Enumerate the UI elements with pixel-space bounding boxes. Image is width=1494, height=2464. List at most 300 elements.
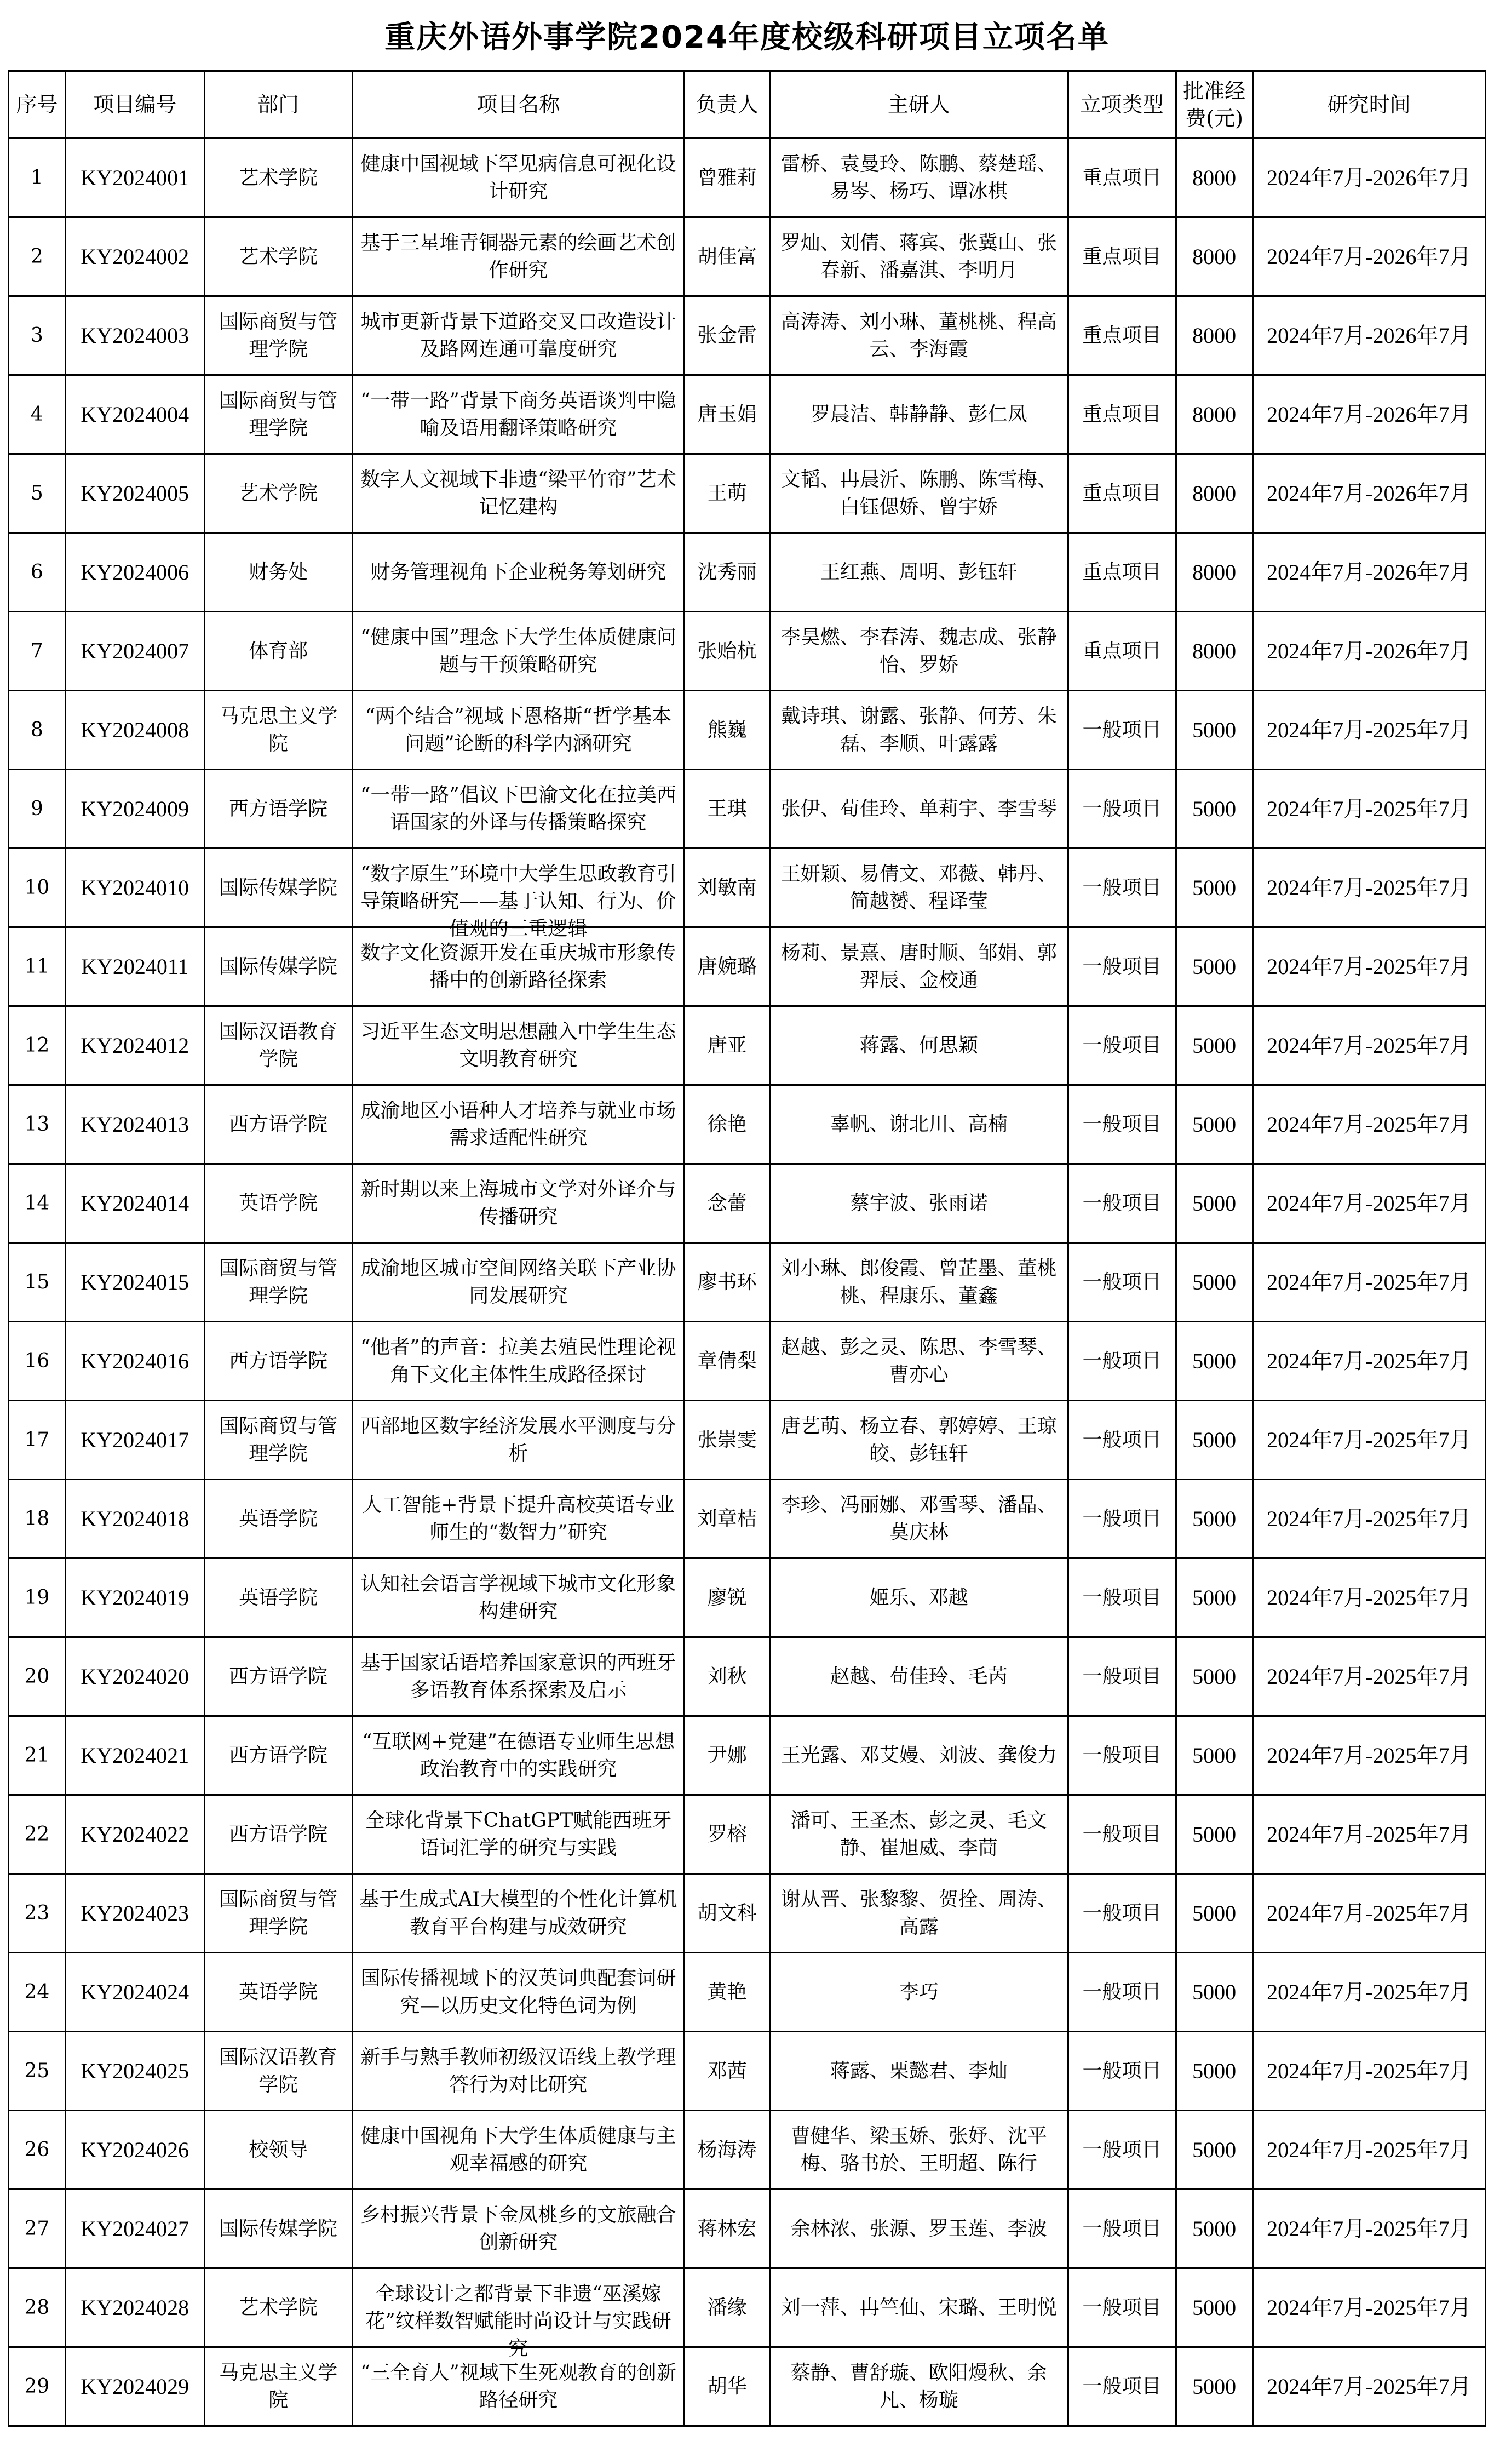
cell-name <box>352 375 685 454</box>
cell-code <box>65 1874 204 1953</box>
seq-text: 8 <box>30 718 43 741</box>
cell-seq <box>9 1164 66 1243</box>
cell-members <box>769 1480 1068 1558</box>
table-row <box>9 2190 1486 2268</box>
cell-name <box>352 139 685 217</box>
dept-text: 校领导 <box>249 2138 308 2161</box>
cell-budget <box>1176 533 1252 612</box>
header-members: 主研人 <box>769 71 1068 139</box>
members-text: 戴诗琪、谢露、张静、何芳、朱磊、李顺、叶露露 <box>780 704 1057 755</box>
cell-code <box>65 2347 204 2426</box>
cell-time <box>1252 849 1485 927</box>
dept-text: 马克思主义学院 <box>219 2361 338 2411</box>
cell-time <box>1252 927 1485 1006</box>
cell-budget <box>1176 770 1252 849</box>
cell-leader <box>685 296 770 375</box>
table-row <box>9 139 1486 217</box>
members-text: 王红燕、周明、彭钰轩 <box>820 560 1018 583</box>
name-text: “他者”的声音：拉美去殖民性理论视角下文化主体性生成路径探讨 <box>360 1336 676 1386</box>
name-text: 财务管理视角下企业税务筹划研究 <box>370 560 666 583</box>
members-text: 蒋露、何思颖 <box>859 1034 978 1057</box>
name-text: “健康中国”理念下大学生体质健康问题与干预策略研究 <box>360 626 676 676</box>
name-text: 全球化背景下ChatGPT赋能西班牙语词汇学的研究与实践 <box>365 1809 672 1859</box>
cell-dept <box>204 691 352 770</box>
members-text: 罗晨洁、韩静静、彭仁凤 <box>810 403 1027 426</box>
cell-time <box>1252 1637 1485 1716</box>
members-text: 蔡宇波、张雨诺 <box>849 1191 988 1214</box>
cell-seq <box>9 375 66 454</box>
budget-text: 8000 <box>1192 244 1237 269</box>
code-text: KY2024011 <box>81 954 189 979</box>
cell-seq <box>9 2190 66 2268</box>
dept-text: 西方语学院 <box>229 1665 328 1688</box>
cell-leader <box>685 2190 770 2268</box>
time-text: 2024年7月-2025年7月 <box>1267 1033 1472 1058</box>
members-text: 王光露、邓艾嫚、刘波、龚俊力 <box>780 1744 1057 1767</box>
cell-dept <box>204 770 352 849</box>
cell-budget <box>1176 1085 1252 1164</box>
cell-seq <box>9 770 66 849</box>
code-text: KY2024009 <box>81 796 189 821</box>
cell-seq <box>9 2111 66 2190</box>
budget-text: 5000 <box>1192 1821 1237 1847</box>
cell-name <box>352 1006 685 1085</box>
cell-type <box>1068 1401 1176 1480</box>
cell-code <box>65 1795 204 1874</box>
seq-text: 11 <box>24 955 50 978</box>
cell-time <box>1252 2111 1485 2190</box>
dept-text: 艺术学院 <box>239 2296 318 2319</box>
cell-type <box>1068 454 1176 533</box>
cell-dept <box>204 2111 352 2190</box>
seq-text: 14 <box>24 1191 50 1214</box>
cell-type <box>1068 2347 1176 2426</box>
cell-dept <box>204 533 352 612</box>
cell-dept <box>204 1401 352 1480</box>
time-text: 2024年7月-2025年7月 <box>1267 1506 1472 1531</box>
cell-code <box>65 1480 204 1558</box>
type-text: 一般项目 <box>1082 955 1162 978</box>
cell-seq <box>9 1558 66 1637</box>
cell-members <box>769 1637 1068 1716</box>
table-row <box>9 1716 1486 1795</box>
cell-time <box>1252 139 1485 217</box>
cell-dept <box>204 1322 352 1401</box>
type-text: 重点项目 <box>1082 482 1162 505</box>
cell-type <box>1068 217 1176 296</box>
name-text: 新时期以来上海城市文学对外译介与传播研究 <box>360 1178 676 1228</box>
type-text: 一般项目 <box>1082 1034 1162 1057</box>
code-text: KY2024006 <box>81 559 189 585</box>
leader-text: 潘缘 <box>707 2296 747 2319</box>
cell-leader <box>685 1006 770 1085</box>
seq-text: 10 <box>24 876 50 899</box>
time-text: 2024年7月-2025年7月 <box>1267 1427 1472 1452</box>
cell-type <box>1068 1716 1176 1795</box>
dept-text: 艺术学院 <box>239 245 318 268</box>
cell-members <box>769 849 1068 927</box>
cell-members <box>769 1716 1068 1795</box>
members-text: 李珍、冯丽娜、邓雪琴、潘晶、莫庆林 <box>780 1493 1057 1544</box>
time-text: 2024年7月-2025年7月 <box>1267 1269 1472 1294</box>
code-text: KY2024013 <box>81 1111 189 1137</box>
table-row <box>9 1953 1486 2032</box>
cell-code <box>65 296 204 375</box>
cell-seq <box>9 1716 66 1795</box>
budget-text: 5000 <box>1192 1506 1237 1531</box>
cell-type <box>1068 1637 1176 1716</box>
cell-leader <box>685 849 770 927</box>
cell-leader <box>685 1480 770 1558</box>
cell-time <box>1252 217 1485 296</box>
cell-code <box>65 1006 204 1085</box>
leader-text: 邓茜 <box>707 2059 747 2082</box>
name-text: 习近平生态文明思想融入中学生生态文明教育研究 <box>360 1020 676 1070</box>
code-text: KY2024008 <box>81 717 189 742</box>
cell-leader <box>685 2268 770 2347</box>
cell-budget <box>1176 296 1252 375</box>
table-row <box>9 454 1486 533</box>
cell-seq <box>9 1874 66 1953</box>
cell-name <box>352 612 685 691</box>
cell-seq <box>9 1795 66 1874</box>
cell-members <box>769 1322 1068 1401</box>
cell-dept <box>204 454 352 533</box>
budget-text: 5000 <box>1192 717 1237 742</box>
leader-text: 廖书环 <box>697 1270 757 1293</box>
seq-text: 17 <box>24 1428 50 1451</box>
members-text: 杨莉、景熹、唐时顺、邹娟、郭羿辰、金校通 <box>780 941 1057 992</box>
name-text: 基于国家话语培养国家意识的西班牙多语教育体系探索及启示 <box>360 1651 676 1701</box>
table-row <box>9 2032 1486 2111</box>
code-text: KY2024019 <box>81 1585 189 1610</box>
name-text: “两个结合”视域下恩格斯“哲学基本问题”论断的科学内涵研究 <box>365 704 672 755</box>
budget-text: 5000 <box>1192 1900 1237 1926</box>
name-text: “一带一路”倡议下巴渝文化在拉美西语国家的外译与传播策略探究 <box>360 783 676 834</box>
leader-text: 杨海涛 <box>697 2138 757 2161</box>
cell-code <box>65 1322 204 1401</box>
table-header-row <box>9 71 1486 139</box>
leader-text: 曾雅莉 <box>697 166 757 189</box>
dept-text: 英语学院 <box>239 1507 318 1530</box>
cell-members <box>769 296 1068 375</box>
dept-text: 西方语学院 <box>229 797 328 820</box>
cell-seq <box>9 927 66 1006</box>
code-text: KY2024028 <box>81 2295 189 2320</box>
cell-type <box>1068 1874 1176 1953</box>
cell-members <box>769 1953 1068 2032</box>
leader-text: 廖锐 <box>707 1586 747 1609</box>
cell-time <box>1252 454 1485 533</box>
cell-dept <box>204 217 352 296</box>
cell-code <box>65 2190 204 2268</box>
cell-members <box>769 2032 1068 2111</box>
code-text: KY2024017 <box>81 1427 189 1452</box>
cell-name <box>352 1085 685 1164</box>
time-text: 2024年7月-2025年7月 <box>1267 2058 1472 2083</box>
time-text: 2024年7月-2025年7月 <box>1267 2137 1472 2162</box>
cell-code <box>65 1637 204 1716</box>
header-leader: 负责人 <box>685 71 770 139</box>
cell-time <box>1252 375 1485 454</box>
cell-time <box>1252 1795 1485 1874</box>
leader-text: 尹娜 <box>707 1744 747 1767</box>
cell-code <box>65 139 204 217</box>
name-text: 成渝地区小语种人才培养与就业市场需求适配性研究 <box>360 1099 676 1149</box>
budget-text: 5000 <box>1192 1348 1237 1373</box>
cell-name <box>352 849 685 940</box>
cell-dept <box>204 2190 352 2268</box>
name-text: “互联网+党建”在德语专业师生思想政治教育中的实践研究 <box>361 1730 675 1780</box>
type-text: 一般项目 <box>1082 1980 1162 2003</box>
cell-budget <box>1176 1322 1252 1401</box>
cell-leader <box>685 2032 770 2111</box>
members-text: 王妍颖、易倩文、邓薇、韩丹、简越赟、程译莹 <box>780 862 1057 913</box>
members-text: 李巧 <box>899 1980 939 2003</box>
table-row <box>9 533 1486 612</box>
cell-time <box>1252 1164 1485 1243</box>
cell-budget <box>1176 1795 1252 1874</box>
cell-members <box>769 691 1068 770</box>
dept-text: 英语学院 <box>239 1980 318 2003</box>
cell-type <box>1068 1795 1176 1874</box>
cell-time <box>1252 2268 1485 2347</box>
name-text: “一带一路”背景下商务英语谈判中隐喻及语用翻译策略研究 <box>360 389 676 439</box>
seq-text: 22 <box>24 1823 50 1846</box>
cell-name <box>352 1874 685 1953</box>
members-text: 唐艺萌、杨立春、郭婷婷、王琼皎、彭钰轩 <box>780 1414 1057 1465</box>
cell-members <box>769 1874 1068 1953</box>
seq-text: 13 <box>24 1113 50 1136</box>
leader-text: 张崇雯 <box>697 1428 757 1451</box>
cell-type <box>1068 1558 1176 1637</box>
cell-leader <box>685 1085 770 1164</box>
cell-name <box>352 1480 685 1558</box>
leader-text: 张贻杭 <box>697 639 757 662</box>
members-text: 谢从晋、张黎黎、贺拴、周涛、高露 <box>780 1888 1057 1938</box>
cell-leader <box>685 691 770 770</box>
cell-seq <box>9 533 66 612</box>
type-text: 一般项目 <box>1082 2296 1162 2319</box>
type-text: 一般项目 <box>1082 1113 1162 1136</box>
cell-time <box>1252 1558 1485 1637</box>
cell-leader <box>685 1558 770 1637</box>
type-text: 一般项目 <box>1082 876 1162 899</box>
table-row <box>9 2347 1486 2426</box>
cell-time <box>1252 691 1485 770</box>
name-text: 数字人文视域下非遗“梁平竹帘”艺术记忆建构 <box>360 468 676 518</box>
table-row <box>9 1401 1486 1480</box>
cell-members <box>769 1085 1068 1164</box>
cell-code <box>65 1243 204 1322</box>
cell-budget <box>1176 927 1252 1006</box>
code-text: KY2024003 <box>81 323 189 348</box>
budget-text: 8000 <box>1192 638 1237 663</box>
name-text: “数字原生”环境中大学生思政教育引导策略研究——基于认知、行为、价值观的三重逻辑 <box>360 862 676 940</box>
cell-time <box>1252 1401 1485 1480</box>
cell-type <box>1068 612 1176 691</box>
leader-text: 念蕾 <box>707 1191 747 1214</box>
cell-dept <box>204 1953 352 2032</box>
cell-dept <box>204 2032 352 2111</box>
cell-time <box>1252 1716 1485 1795</box>
name-text: “三全育人”视域下生死观教育的创新路径研究 <box>360 2361 676 2411</box>
cell-members <box>769 1401 1068 1480</box>
cell-budget <box>1176 1480 1252 1558</box>
dept-text: 英语学院 <box>239 1586 318 1609</box>
header-dept: 部门 <box>204 71 352 139</box>
code-text: KY2024022 <box>81 1821 189 1847</box>
cell-leader <box>685 2111 770 2190</box>
cell-time <box>1252 2032 1485 2111</box>
members-text: 赵越、彭之灵、陈思、李雪琴、曹亦心 <box>780 1336 1057 1386</box>
time-text: 2024年7月-2026年7月 <box>1267 480 1472 506</box>
cell-name <box>352 927 685 1006</box>
cell-type <box>1068 1164 1176 1243</box>
header-time: 研究时间 <box>1252 71 1485 139</box>
code-text: KY2024025 <box>81 2058 189 2083</box>
cell-name <box>352 2268 685 2360</box>
time-text: 2024年7月-2025年7月 <box>1267 1900 1472 1926</box>
header-name: 项目名称 <box>352 71 685 139</box>
leader-text: 沈秀丽 <box>697 560 757 583</box>
cell-budget <box>1176 375 1252 454</box>
type-text: 一般项目 <box>1082 797 1162 820</box>
code-text: KY2024010 <box>81 875 189 900</box>
cell-type <box>1068 1953 1176 2032</box>
cell-name <box>352 1953 685 2032</box>
leader-text: 熊巍 <box>707 718 747 741</box>
cell-budget <box>1176 1006 1252 1085</box>
cell-members <box>769 454 1068 533</box>
dept-text: 艺术学院 <box>239 482 318 505</box>
cell-members <box>769 2111 1068 2190</box>
cell-members <box>769 1558 1068 1637</box>
cell-type <box>1068 375 1176 454</box>
cell-budget <box>1176 139 1252 217</box>
budget-text: 5000 <box>1192 2295 1237 2320</box>
cell-dept <box>204 1006 352 1085</box>
budget-text: 5000 <box>1192 1979 1237 2004</box>
cell-code <box>65 927 204 1006</box>
cell-type <box>1068 1085 1176 1164</box>
dept-text: 英语学院 <box>239 1191 318 1214</box>
cell-seq <box>9 1637 66 1716</box>
cell-seq <box>9 1480 66 1558</box>
budget-text: 5000 <box>1192 875 1237 900</box>
leader-text: 唐婉璐 <box>697 955 757 978</box>
cell-dept <box>204 375 352 454</box>
table-row <box>9 296 1486 375</box>
time-text: 2024年7月-2025年7月 <box>1267 2374 1472 2399</box>
time-text: 2024年7月-2025年7月 <box>1267 1111 1472 1137</box>
code-text: KY2024007 <box>81 638 189 663</box>
cell-budget <box>1176 2190 1252 2268</box>
name-text: 健康中国视域下罕见病信息可视化设计研究 <box>360 152 676 203</box>
cell-seq <box>9 139 66 217</box>
cell-time <box>1252 1874 1485 1953</box>
cell-code <box>65 454 204 533</box>
cell-time <box>1252 296 1485 375</box>
code-text: KY2024005 <box>81 480 189 506</box>
name-text: 全球设计之都背景下非遗“巫溪嫁花”纹样数智赋能时尚设计与实践研究 <box>365 2282 671 2360</box>
cell-code <box>65 375 204 454</box>
time-text: 2024年7月-2026年7月 <box>1267 323 1472 348</box>
cell-type <box>1068 533 1176 612</box>
cell-type <box>1068 2268 1176 2347</box>
dept-text: 国际传媒学院 <box>219 955 338 978</box>
cell-budget <box>1176 2268 1252 2347</box>
cell-seq <box>9 1085 66 1164</box>
type-text: 重点项目 <box>1082 560 1162 583</box>
dept-text: 国际汉语教育学院 <box>219 1020 338 1070</box>
seq-text: 5 <box>30 482 43 505</box>
cell-budget <box>1176 2032 1252 2111</box>
budget-text: 8000 <box>1192 165 1237 190</box>
name-text: 西部地区数字经济发展水平测度与分析 <box>360 1414 676 1465</box>
members-text: 潘可、王圣杰、彭之灵、毛文静、崔旭威、李茼 <box>790 1809 1047 1859</box>
cell-dept <box>204 612 352 691</box>
cell-leader <box>685 770 770 849</box>
dept-text: 西方语学院 <box>229 1823 328 1846</box>
dept-text: 国际传媒学院 <box>219 876 338 899</box>
cell-code <box>65 1558 204 1637</box>
seq-text: 4 <box>30 403 43 426</box>
cell-leader <box>685 1795 770 1874</box>
cell-seq <box>9 1006 66 1085</box>
code-text: KY2024016 <box>81 1348 189 1373</box>
members-text: 余林浓、张源、罗玉莲、李波 <box>790 2217 1047 2240</box>
dept-text: 国际商贸与管理学院 <box>219 310 338 360</box>
cell-budget <box>1176 1637 1252 1716</box>
cell-leader <box>685 2347 770 2426</box>
code-text: KY2024026 <box>81 2137 189 2162</box>
members-text: 李昊燃、李春涛、魏志成、张静怡、罗娇 <box>780 626 1057 676</box>
code-text: KY2024027 <box>81 2216 189 2241</box>
table-row <box>9 1006 1486 1085</box>
cell-budget <box>1176 691 1252 770</box>
cell-name <box>352 217 685 296</box>
cell-code <box>65 691 204 770</box>
type-text: 一般项目 <box>1082 1428 1162 1451</box>
type-text: 一般项目 <box>1082 1586 1162 1609</box>
cell-time <box>1252 612 1485 691</box>
table-body <box>9 139 1486 2426</box>
header-type: 立项类型 <box>1068 71 1176 139</box>
cell-seq <box>9 1401 66 1480</box>
type-text: 一般项目 <box>1082 718 1162 741</box>
cell-code <box>65 1716 204 1795</box>
cell-budget <box>1176 612 1252 691</box>
table-row <box>9 1480 1486 1558</box>
cell-type <box>1068 1480 1176 1558</box>
cell-leader <box>685 1953 770 2032</box>
cell-members <box>769 375 1068 454</box>
cell-leader <box>685 1164 770 1243</box>
cell-seq <box>9 612 66 691</box>
seq-text: 2 <box>30 245 43 268</box>
budget-text: 8000 <box>1192 559 1237 585</box>
cell-dept <box>204 139 352 217</box>
cell-dept <box>204 2268 352 2347</box>
cell-leader <box>685 927 770 1006</box>
time-text: 2024年7月-2025年7月 <box>1267 796 1472 821</box>
budget-text: 5000 <box>1192 1111 1237 1137</box>
cell-leader <box>685 1637 770 1716</box>
cell-code <box>65 2032 204 2111</box>
cell-type <box>1068 2032 1176 2111</box>
code-text: KY2024029 <box>81 2374 189 2399</box>
